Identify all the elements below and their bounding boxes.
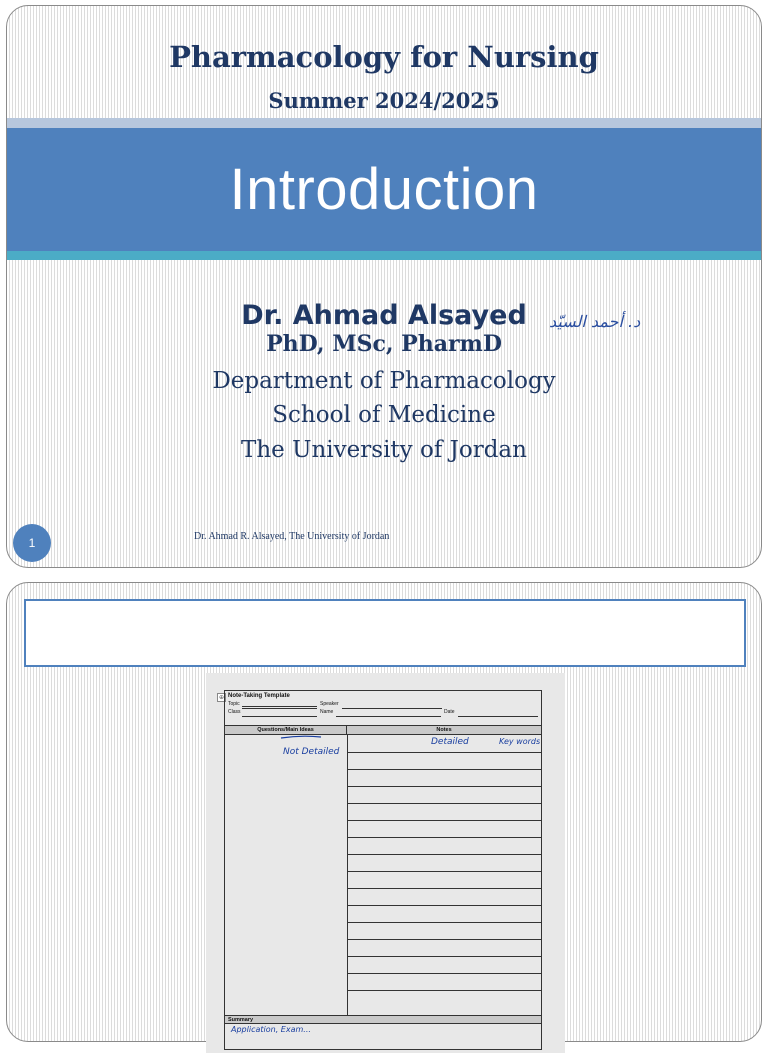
notes-line — [348, 905, 541, 906]
notes-line — [348, 973, 541, 974]
department: Department of Pharmacology — [212, 368, 556, 394]
notes-line — [348, 854, 541, 855]
date-label: Date — [444, 709, 455, 715]
handwriting-not-detailed: Not Detailed — [283, 747, 340, 757]
handwriting-summary-note: Application, Exam... — [231, 1025, 311, 1034]
lecture-title: Introduction — [229, 157, 539, 222]
note-template-image — [206, 673, 565, 1053]
topic-label: Topic — [228, 701, 240, 707]
course-term: Summer 2024/2025 — [268, 88, 500, 113]
notes-column-header: Notes — [347, 726, 541, 735]
class-label: Class — [228, 709, 241, 715]
notes-line — [348, 871, 541, 872]
slide-footer: Dr. Ahmad R. Alsayed, The University of Jordan — [194, 531, 390, 542]
slide-number-badge: 1 — [13, 524, 51, 562]
notes-line — [348, 888, 541, 889]
course-title: Pharmacology for Nursing — [169, 40, 599, 74]
speaker-label: Speaker — [320, 701, 339, 707]
notes-line — [348, 922, 541, 923]
slide2-title-placeholder — [24, 599, 746, 667]
notes-line — [348, 820, 541, 821]
band-bottom-stripe — [7, 251, 761, 260]
notes-line — [348, 956, 541, 957]
name-label: Name — [320, 709, 334, 715]
summary-header: Summary — [225, 1015, 541, 1024]
university: The University of Jordan — [241, 437, 527, 463]
slide-title — [6, 5, 762, 568]
slide-note-template — [6, 582, 762, 1042]
school: School of Medicine — [272, 402, 496, 428]
title-band — [7, 128, 761, 251]
note-taking-table — [224, 690, 542, 1050]
template-title: Note-Taking Template — [228, 693, 290, 699]
template-header — [225, 691, 541, 726]
notes-line — [348, 803, 541, 804]
handwriting-detailed: Detailed — [431, 737, 469, 747]
notes-line — [348, 990, 541, 991]
notes-line — [348, 769, 541, 770]
signature-text: د. أحمد السيّد — [549, 312, 641, 331]
notes-line — [348, 752, 541, 753]
move-handle-icon: ⊕ — [218, 694, 225, 701]
notes-line — [348, 837, 541, 838]
band-top-stripe — [7, 118, 761, 128]
handwriting-key-words: Key words — [499, 737, 541, 746]
notes-line — [348, 786, 541, 787]
notes-line — [348, 939, 541, 940]
presenter-name: Dr. Ahmad Alsayed — [241, 300, 527, 331]
underline-stroke — [280, 734, 322, 740]
questions-column-header: Questions/Main Ideas — [225, 726, 347, 735]
presenter-degrees: PhD, MSc, PharmD — [266, 331, 502, 357]
